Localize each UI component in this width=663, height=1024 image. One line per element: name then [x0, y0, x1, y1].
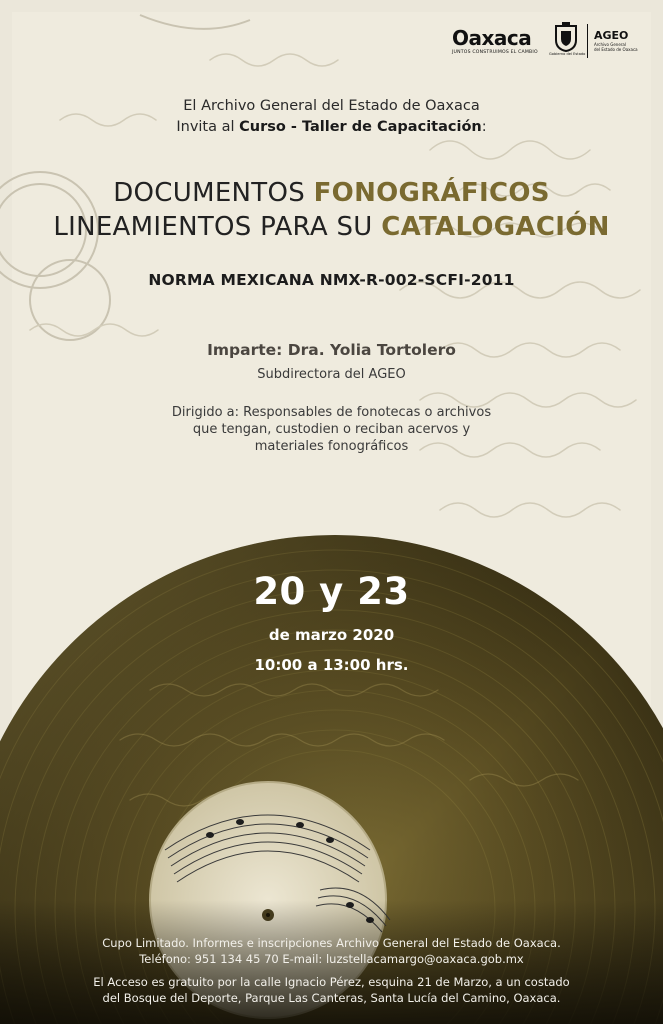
event-time: 10:00 a 13:00 hrs.	[254, 656, 409, 674]
title-line-1	[0, 176, 663, 210]
footer-line-1: Cupo Limitado. Informes e inscripciones Archivo General del Estado de Oaxaca.	[102, 936, 561, 950]
footer-address: del Bosque del Deporte, Parque Las Canteras, Santa Lucía del Camino, Oaxaca.	[102, 991, 561, 1005]
title-lineamientos: LINEAMIENTOS	[53, 212, 261, 242]
title-catalogacion: CATALOGACIÓN	[381, 212, 610, 242]
title-para-su: PARA SU	[260, 212, 382, 242]
ageo-logo-sub2: del Estado de Oaxaca	[594, 47, 638, 52]
event-days: 20 y 23	[253, 570, 410, 613]
state-seal-logo	[549, 22, 586, 62]
intro-line-2	[0, 117, 663, 137]
intro-line-2-prefix: Invita al	[176, 119, 240, 135]
audience-line-3: materiales fonográficos	[254, 439, 409, 454]
footer-contact: Teléfono: 951 134 45 70 E-mail: luzstellacamargo@oaxaca.gob.mx	[139, 952, 524, 966]
logo-divider	[587, 24, 588, 58]
norma-mexicana: NORMA MEXICANA NMX-R-002-SCFI-2011	[148, 271, 515, 289]
title-fonograficos: FONOGRÁFICOS	[313, 178, 550, 208]
oaxaca-logo	[452, 28, 544, 62]
ageo-logo-sub1: Archivo General	[594, 42, 626, 47]
intro-line-2-suffix: :	[481, 119, 487, 135]
title-documentos: DOCUMENTOS	[113, 178, 314, 208]
oaxaca-logo-tagline: JUNTOS CONSTRUIMOS EL CAMBIO	[452, 50, 538, 55]
instructor-role: Subdirectora del AGEO	[257, 367, 406, 382]
audience-line-2: que tengan, custodien o reciban acervos y	[192, 422, 471, 437]
audience-line-1: Dirigido a: Responsables de fonotecas o archivos	[171, 405, 492, 420]
gobierno-label: Gobierno del Estado	[549, 52, 586, 56]
ageo-logo	[594, 30, 654, 52]
intro-course-type: Curso - Taller de Capacitación	[239, 119, 482, 135]
intro-line-1: El Archivo General del Estado de Oaxaca	[183, 98, 480, 114]
state-seal-icon	[552, 22, 580, 52]
event-month: de marzo 2020	[268, 626, 395, 644]
oaxaca-logo-word: Oaxaca	[452, 26, 532, 50]
footer-line-3: El Acceso es gratuito por la calle Ignacio Pérez, esquina 21 de Marzo, a un costado	[93, 975, 570, 989]
ageo-logo-word: AGEO	[594, 29, 629, 42]
title-line-2	[0, 210, 663, 244]
instructor: Imparte: Dra. Yolia Tortolero	[207, 341, 456, 359]
